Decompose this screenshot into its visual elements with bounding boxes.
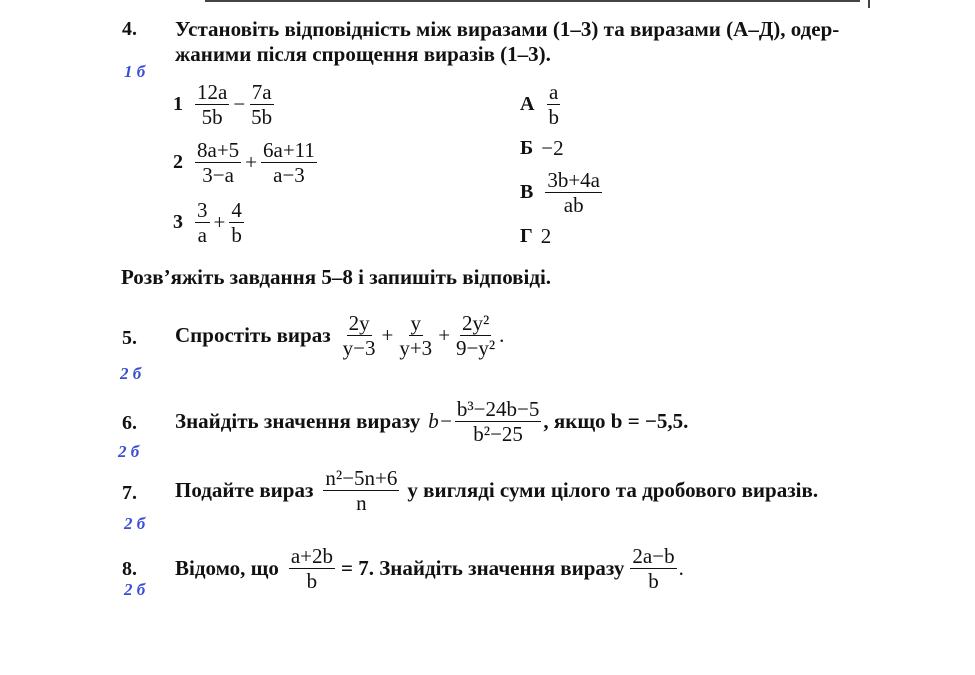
q4-item-2-frac-a: $\frac{8a+5}{3-a}$ (197, 138, 240, 188)
q8-number: 8. (122, 558, 137, 580)
q8-text: Відомо, що (175, 556, 279, 581)
q4-item-3-op: + (213, 210, 226, 235)
q4-option-b (520, 136, 564, 161)
top-rule (205, 0, 860, 2)
q4-number: 4. (122, 18, 137, 40)
q6-text: Знайдіть значення виразу (175, 409, 421, 434)
q4-item-3-frac-a: $\frac{3}{a}$ (197, 198, 208, 248)
q4-item-2-label: 2 (173, 151, 183, 174)
q6-points: 2 б (118, 442, 140, 461)
q4-option-d-value: 2 (540, 224, 552, 248)
q4-item-2-frac-b: $\frac{6a+11}{a-3}$ (263, 138, 315, 188)
q4-option-b-value: −2 (541, 136, 564, 160)
q5-number: 5. (122, 327, 137, 349)
q4-option-b-label: Б (520, 137, 534, 159)
q4-item-2 (173, 138, 319, 187)
q5-expression: Спростіть вираз $\frac{2y}{y-3}$ + $\frac{y}{y+3}$ + $\frac{\text{2y²}}{\text{9−y²}}$ . (175, 311, 505, 361)
q6-pre: b− (428, 409, 453, 434)
q5-frac-3: $\frac{\text{2y²}}{\text{9−y²}}$ (456, 311, 496, 361)
q4-option-a (520, 80, 563, 129)
q4-text-line2: жаними після спрощення виразів (1–3). (175, 42, 551, 66)
q4-item-2-op: + (245, 150, 258, 175)
instruction-heading: Розв’яжіть завдання 5–8 і запишіть відповіді. (121, 265, 552, 289)
q7-expression (175, 466, 818, 515)
q8-points: 2 б (124, 580, 146, 599)
q8-expression (175, 544, 684, 593)
q6-frac: $\frac{\text{b³−24b−5}}{\text{b²−25}}$ (456, 397, 540, 447)
q4-item-1-frac-a: $\frac{12a}{5b}$ (197, 80, 228, 130)
q7-text: Подайте вираз (175, 478, 314, 503)
q4-option-a-frac: $\frac{a}{b}$ (548, 80, 559, 130)
q7-after: у вигляді суми цілого та дробового виразів. (407, 478, 819, 503)
q5-frac-2: $\frac{y}{y+3}$ (399, 311, 433, 361)
q4-text-line1: Установіть відповідність між виразами (1–3) та виразами (А–Д), одер- (175, 17, 840, 41)
top-rule-tick (868, 0, 870, 8)
q7-number: 7. (122, 482, 137, 504)
q8-mid: = 7. Знайдіть значення виразу (341, 556, 625, 581)
q4-item-1-op: − (233, 92, 246, 117)
q8-end: . (678, 556, 684, 581)
q4-option-c-label: В (520, 181, 534, 204)
q4-item-1 (173, 80, 276, 129)
q4-item-1-label: 1 (173, 93, 183, 116)
q4-points: 1 б (124, 62, 146, 81)
q4-option-c (520, 168, 604, 217)
q5-frac-1: $\frac{2y}{y-3}$ (342, 311, 376, 361)
q7-frac: $\frac{\text{n²−5n+6}}{n}$ (325, 466, 398, 516)
q4-option-a-label: А (520, 93, 535, 116)
q4-item-3 (173, 198, 246, 247)
q6-number: 6. (122, 412, 137, 434)
q4-option-d-label: Г (520, 225, 533, 247)
q8-frac-2: $\frac{2a-b}{b}$ (632, 544, 675, 594)
q5-end: . (499, 323, 505, 348)
q6-after: , якщо b = −5,5. (543, 409, 689, 434)
q6-expression (175, 397, 688, 446)
q7-points: 2 б (124, 514, 146, 533)
q5-text: Спростіть вираз (175, 323, 331, 348)
q4-item-3-label: 3 (173, 211, 183, 234)
q8-frac-1: $\frac{a+2b}{b}$ (290, 544, 333, 594)
q4-option-d (520, 224, 551, 249)
q4-item-3-frac-b: $\frac{4}{b}$ (231, 198, 242, 248)
q4-item-1-frac-b: $\frac{7a}{5b}$ (251, 80, 273, 130)
q5-points: 2 б (120, 364, 142, 383)
q4-option-c-frac: $\frac{3b+4a}{ab}$ (547, 168, 601, 218)
